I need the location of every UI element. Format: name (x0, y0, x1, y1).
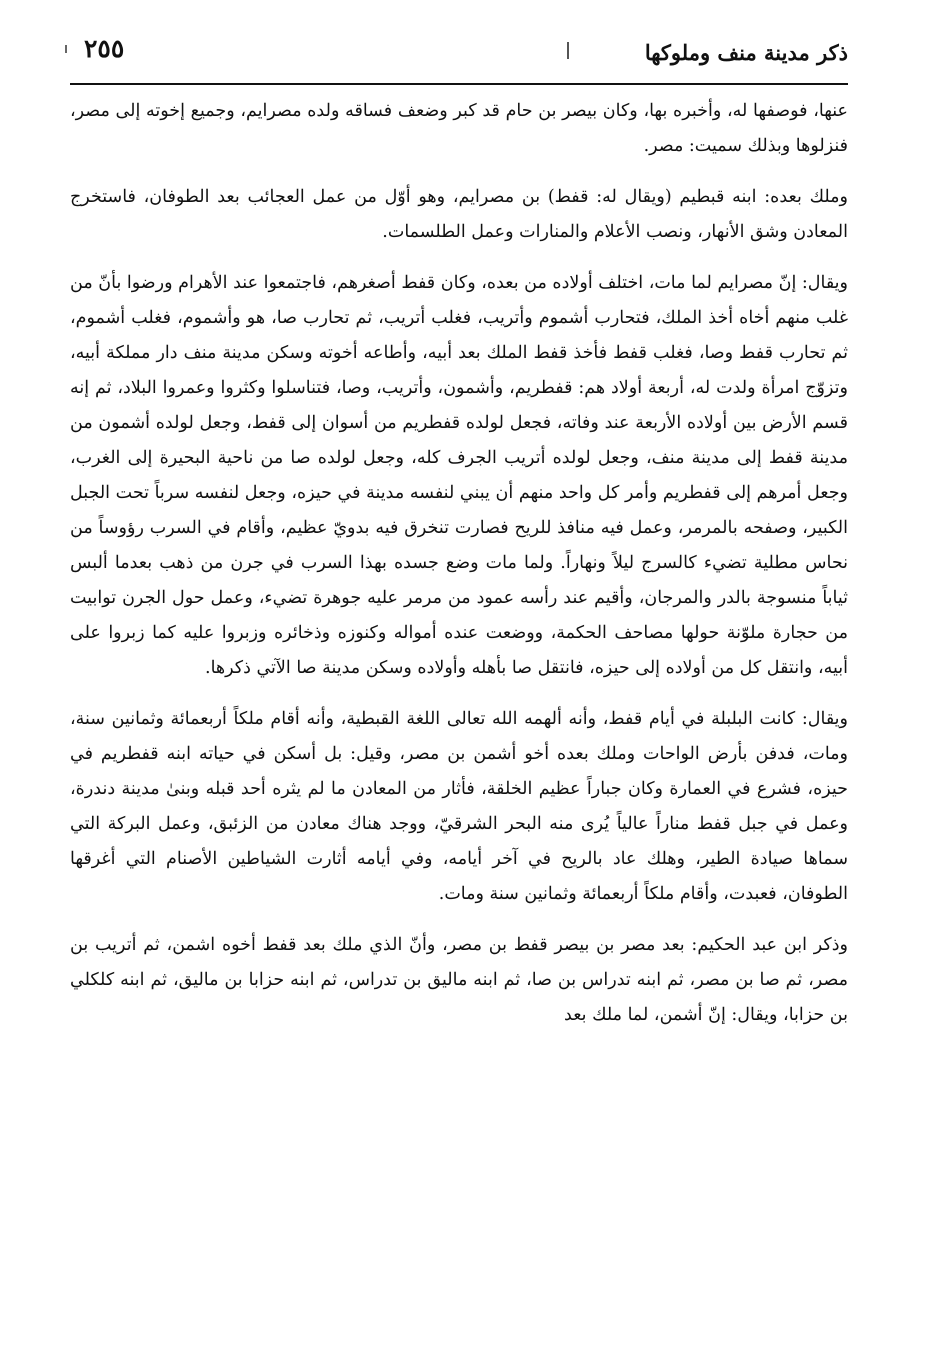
margin-tick (65, 45, 67, 53)
page-number: ٢٥٥ (84, 34, 125, 63)
page-header (70, 30, 848, 76)
paragraph-qibtim: وملك بعده: ابنه قبطيم (ويقال له: قفط) بن مصرايم، وهو أوّل من عمل العجائب بعد الطوفان، فاستخرج المعادن وشق الأنهار، ونصب الأعلام والمنارات وعمل الطلسمات. (70, 187, 848, 242)
running-title: ذكر مدينة منف وملوكها (644, 40, 848, 65)
paragraph-babel: ويقال: كانت البلبلة في أيام قفط، وأنه ألهمه الله تعالى اللغة القبطية، وأنه أقام ملكاً أربعمائة وثمانين سنة، ومات، فدفن بأرض الواحات وملك بعده أخو أشمن بن مصر، وقيل: بل أسكن في حياته ابنه قفطريم في حيزه، فشرع في العمارة وكان جباراً عظيم الخلقة، فأثار من المعادن ما لم يثره أحد قبله وبنىٰ مدينة دندرة، وعمل في جبل قفط مناراً عالياً يُرى منه البحر الشرقيّ، ووجد هناك معادن من الزئبق، وعمل البركة التي سماها صيادة الطير، وهلك عاد بالريح في آخر أيامه، وفي أيامه أثارت الشياطين الأصنام التي أغرقها الطوفان، فعبدت، وأقام ملكاً أربعمائة وثمانين سنة ومات. (70, 709, 848, 904)
header-rule (70, 83, 848, 85)
header-mark (567, 42, 569, 59)
body-text (70, 94, 848, 1033)
paragraph-misraym-sons: ويقال: إنّ مصرايم لما مات، اختلف أولاده من بعده، وكان قفط أصغرهم، فاجتمعوا عند الأهرام ورضوا بأنّ من غلب منهم أخاه أخذ الملك، فتحارب أشموم وأتريب، فغلب أتريب، ثم تحارب صا، هو وأشموم، فغلب أشموم، ثم تحارب قفط وصا، فغلب قفط فأخذ قفط الملك بعد أبيه، وأطاعه أخوته وسكن مدينة منف دار مملكة أبيه، وتزوّج امرأة ولدت له، أربعة أولاد هم: قفطريم، وأشمون، وأتريب، وصا، فتناسلوا وكثروا وعمروا البلاد، ثم إنه قسم الأرض بين أولاده الأربعة عند وفاته، فجعل لولده قفطريم من أسوان إلى قفط، وجعل لولده أشمون من مدينة قفط إلى مدينة منف، وجعل لولده أتريب الجرف كله، وجعل لولده صا من ناحية البحيرة إلى الغرب، وجعل أمرهم إلى قفطريم وأمر كل واحد منهم أن يبني لنفسه مدينة في حيزه، وجعل لنفسه سرباً تحت الجبل الكبير، وصفحه بالمرمر، وعمل فيه منافذ للريح فصارت تنخرق فيه بدويّ عظيم، وأقام في السرب رؤوساً من نحاس مطلية تضيء كالسرج ليلاً ونهاراً. ولما مات وضع جسده بهذا السرب في جرن من ذهب بعدما ألبس ثياباً منسوجة بالدر والمرجان، وأقيم عند رأسه عمود من مرمر عليه جوهرة تضيء، وعمل حول الجرن توابيت من حجارة ملوّنة حولها مصاحف الحكمة، ووضعت عنده أمواله وكنوزه وذخائره وزبروا عليه كما زبروا على أبيه، وانتقل كل من أولاده إلى حيزه، فانتقل صا بأهله وأولاده وسكن مدينة صا الآتي ذكرها. (70, 273, 848, 678)
paragraph-ibn-abd-alhakim: وذكر ابن عبد الحكيم: بعد مصر بن بيصر قفط بن مصر، وأنّ الذي ملك بعد قفط أخوه اشمن، ثم أتريب بن مصر، ثم صا بن مصر، ثم ابنه تدراس بن صا، ثم ابنه ماليق بن تدراس، ثم ابنه حزابا بن ماليق، ثم ابنه كلكلي بن حزابا، ويقال: إنّ أشمن، لما ملك بعد (70, 935, 848, 1025)
paragraph-continuation: عنها، فوصفها له، وأخبره بها، وكان بيصر بن حام قد كبر وضعف فساقه ولده مصرايم، وجميع إخوته إلى مصر، فنزلوها وبذلك سميت: مصر. (70, 101, 848, 156)
